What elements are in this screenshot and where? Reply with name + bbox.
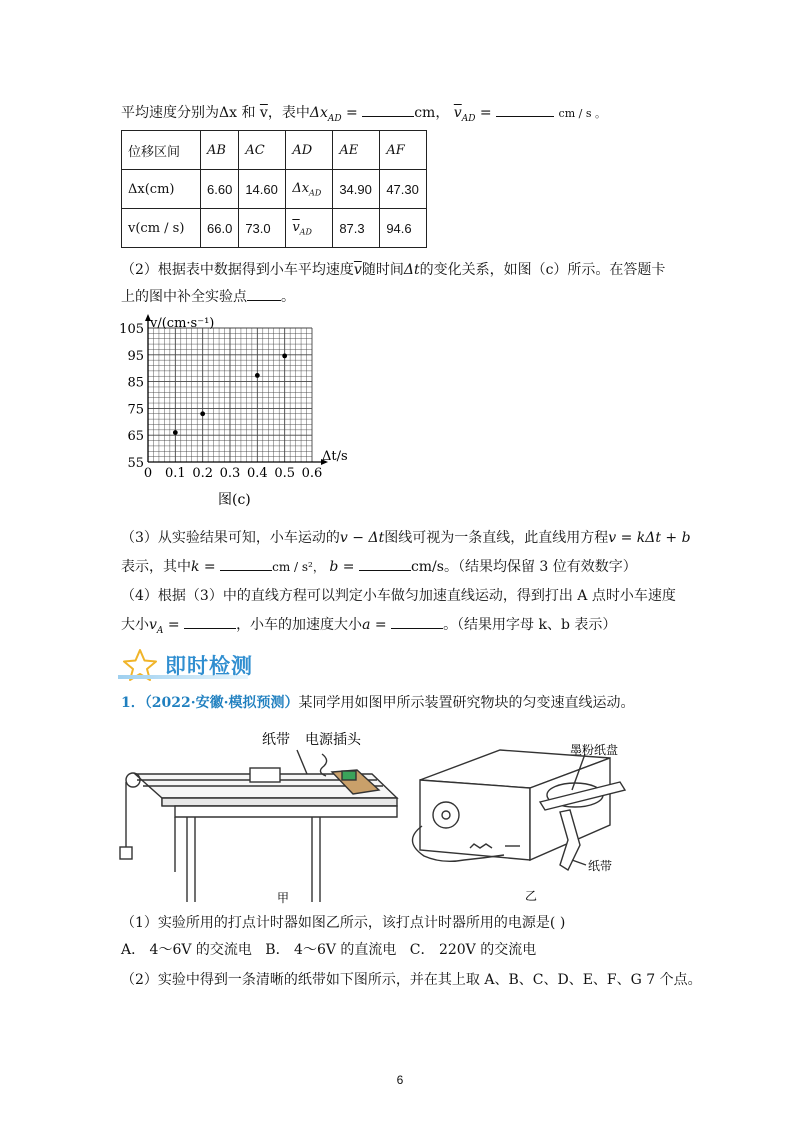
- q4-text: 大小: [121, 617, 149, 633]
- and-text: 和: [237, 105, 256, 121]
- q2-text: 。: [281, 289, 295, 305]
- chart-caption: 图(c): [218, 492, 251, 508]
- table-header: AD: [286, 131, 333, 170]
- apparatus-figure-a: [117, 722, 402, 907]
- choices-row: [121, 940, 536, 960]
- va-symbol: v: [149, 617, 157, 633]
- unit-cm: cm，: [414, 105, 450, 121]
- label-disk: 墨粉纸盘: [570, 743, 619, 757]
- x-tick-label: 0.1: [164, 466, 186, 481]
- table-header: AB: [201, 131, 239, 170]
- x-axis-label: Δt/s: [322, 449, 348, 464]
- y-tick-label: 85: [127, 375, 144, 391]
- x-tick-label: 0.2: [192, 466, 214, 481]
- answer-blank-dxad[interactable]: [362, 102, 414, 117]
- q3-line2: [121, 556, 637, 577]
- vad-sub: AD: [461, 113, 476, 124]
- p1-q2: [121, 970, 702, 990]
- table-header: 位移区间: [122, 131, 201, 170]
- table-cell: 87.3: [333, 209, 380, 248]
- caption-a: 甲: [277, 891, 290, 905]
- vt-symbol: v − Δt: [339, 530, 385, 546]
- eq-sign: =: [199, 559, 216, 575]
- y-tick-label: 65: [127, 429, 144, 445]
- problem-number: 1．: [121, 695, 145, 711]
- cell-sub: AD: [309, 188, 322, 198]
- table-cell: 73.0: [239, 209, 286, 248]
- q2-line1: [121, 260, 665, 280]
- q2-text: 的变化关系，如图（c）所示。在答题卡: [419, 262, 666, 278]
- a-symbol: a: [362, 617, 371, 633]
- answer-blank-plot[interactable]: [247, 286, 281, 301]
- table-cell: 14.60: [239, 170, 286, 209]
- x-tick-label: 0.6: [301, 466, 323, 481]
- eq-sign: =: [338, 559, 355, 575]
- q3-text: （3）从实验结果可知，小车运动的: [121, 530, 340, 546]
- table-header: AF: [380, 131, 427, 170]
- data-point: [255, 373, 260, 378]
- label-plug: 电源插头: [305, 732, 361, 748]
- k-symbol: k: [191, 559, 200, 575]
- dxad-symbol: Δx: [309, 105, 328, 121]
- q2-text: （2）根据表中数据得到小车平均速度: [121, 262, 354, 278]
- answer-blank-b[interactable]: [359, 556, 411, 571]
- table-row: [122, 131, 427, 170]
- intro-line: [121, 102, 606, 129]
- answer-blank-k[interactable]: [220, 556, 272, 571]
- answer-blank-va[interactable]: [184, 614, 236, 629]
- table-header: AC: [239, 131, 286, 170]
- q2-line2: [121, 286, 295, 307]
- equation: v = kΔt + b: [608, 530, 691, 546]
- timer-figure-b: [410, 740, 640, 905]
- dx-symbol: Δx: [219, 105, 238, 121]
- x-tick-label: 0.4: [246, 466, 268, 481]
- vbar-symbol: $\overline{v}$: [259, 105, 268, 121]
- table-cell: 94.6: [380, 209, 427, 248]
- data-point: [282, 353, 287, 358]
- chart-grid: [148, 328, 312, 462]
- row-label: Δx(cm): [122, 170, 201, 209]
- scatter-chart: [110, 312, 370, 512]
- q3-text: cm/s。（结果均保留 3 位有效数字）: [410, 559, 637, 575]
- label-tape: 纸带: [262, 732, 290, 748]
- q4-text: ，小车的加速度大小: [236, 617, 363, 633]
- table-header: AE: [333, 131, 380, 170]
- q2-text: 上的图中补全实验点: [121, 289, 247, 305]
- problem-source: （2022·安徽·模拟预测）: [144, 695, 299, 711]
- eq-sign-2: =: [475, 105, 492, 121]
- data-table: [121, 130, 427, 248]
- caption-b: 乙: [525, 889, 538, 903]
- table-cell-vad: [286, 209, 333, 248]
- q2-text-p1: （2）实验中得到一条清晰的纸带如下图所示，并在其上取 A、B、C、D、E、F、G 7 个点。: [121, 972, 702, 988]
- choice-c[interactable]: C． 220V 的交流电: [409, 942, 537, 958]
- q4-text: （4）根据（3）中的直线方程可以判定小车做匀加速直线运动，得到打出 A 点时小车速度: [121, 588, 676, 604]
- choice-a[interactable]: A． 4～6V 的交流电: [121, 942, 252, 958]
- cell-sub: AD: [299, 227, 312, 237]
- y-tick-label: 105: [119, 322, 144, 337]
- unit-cms: cm / s 。: [558, 107, 606, 120]
- y-tick-label: 75: [127, 402, 144, 418]
- mid-text: ，表中: [267, 105, 310, 121]
- page-number: 6: [396, 1073, 404, 1087]
- unit-cms2: cm / s²，: [272, 560, 325, 574]
- label-tape-b: 纸带: [588, 859, 613, 873]
- problem-text: 某同学用如图甲所示装置研究物块的匀变速直线运动。: [298, 695, 635, 711]
- b-symbol: b: [329, 559, 339, 575]
- x-tick-label: 0: [143, 466, 153, 481]
- cell-symbol: $\overline{v}$: [292, 220, 300, 236]
- v-symbol: $\overline{v}$: [353, 262, 362, 278]
- dt-symbol: Δt: [403, 262, 420, 278]
- section-title: 即时检测: [165, 654, 253, 678]
- table-row: [122, 209, 427, 248]
- x-tick-label: 0.5: [274, 466, 296, 481]
- eq-sign: =: [341, 105, 358, 121]
- x-tick-label: 0.3: [219, 466, 241, 481]
- table-cell: 47.30: [380, 170, 427, 209]
- q3-text: 表示，其中: [121, 559, 191, 575]
- q4-line1: [121, 586, 676, 606]
- answer-blank-a[interactable]: [391, 614, 443, 629]
- vad-symbol: $\overline{v}$: [453, 105, 462, 121]
- problem-1-stem: [121, 693, 634, 713]
- q3-text: 图线可视为一条直线，此直线用方程: [384, 530, 609, 546]
- data-point: [173, 430, 178, 435]
- chart-axes: [145, 314, 328, 465]
- y-tick-label: 95: [127, 348, 144, 364]
- table-row: [122, 170, 427, 209]
- answer-blank-vad[interactable]: [496, 102, 554, 117]
- table-cell-dxad: [286, 170, 333, 209]
- row-label: v(cm / s): [122, 209, 201, 248]
- q1-text: （1）实验所用的打点计时器如图乙所示，该打点计时器所用的电源是( ): [121, 915, 566, 931]
- table-cell: 6.60: [201, 170, 239, 209]
- table-cell: 34.90: [333, 170, 380, 209]
- q4-line2: 大小$v_A$ = ，小车的加速度大小a = 。（结果用字母 k、b 表示）: [121, 614, 616, 641]
- data-point: [200, 411, 205, 416]
- cell-symbol: Δx: [292, 181, 310, 197]
- q4-text: 。（结果用字母 k、b 表示）: [443, 617, 617, 633]
- chart-ticks: [119, 322, 322, 481]
- intro-text: 平均速度分别为: [121, 105, 219, 121]
- q3-line1: [121, 528, 691, 548]
- va-sub: A: [156, 625, 164, 636]
- choice-b[interactable]: B． 4～6V 的直流电: [265, 942, 397, 958]
- table-cell: 66.0: [201, 209, 239, 248]
- dxad-sub: AD: [327, 113, 342, 124]
- q2-text: 随时间: [361, 262, 404, 278]
- p1-q1: [121, 913, 565, 933]
- y-axis-label: v/(cm·s⁻¹): [150, 316, 215, 331]
- y-tick-label: 55: [127, 456, 144, 471]
